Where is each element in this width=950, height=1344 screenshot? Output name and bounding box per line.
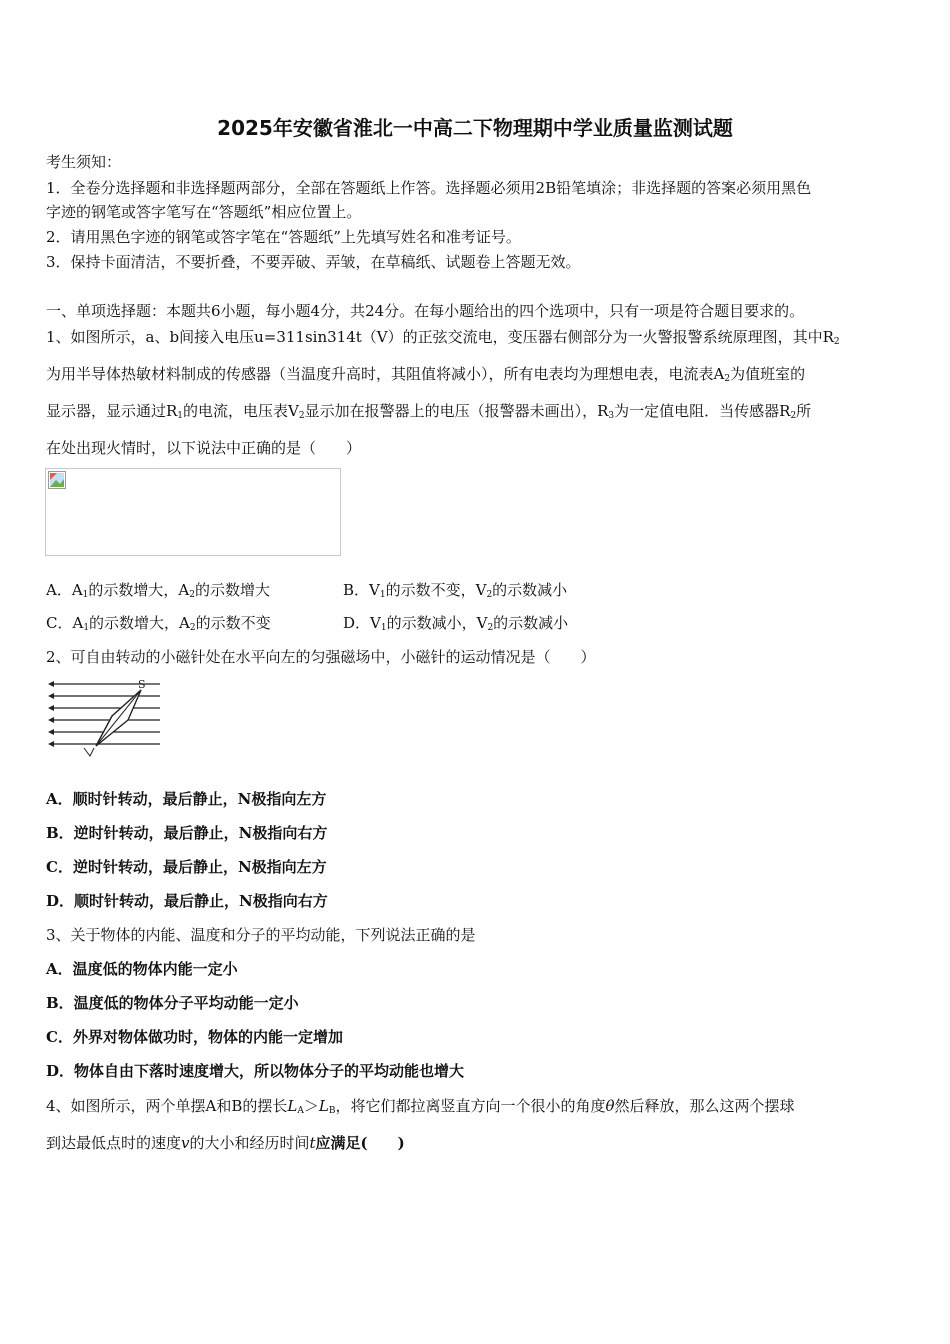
- q2-option-b: B．逆时针转动，最后静止，N极指向右方: [46, 824, 328, 842]
- notice-item-1b: 字迹的钢笔或答字笔写在“答题纸”相应位置上。: [46, 203, 362, 221]
- option-text: A．A: [46, 581, 83, 599]
- needle-n-mark: [84, 748, 94, 756]
- broken-image-icon: [48, 471, 66, 489]
- q1-text: 显示器，显示通过R: [46, 402, 178, 420]
- q3-option-a: A．温度低的物体内能一定小: [46, 960, 238, 978]
- option-text: D．V: [343, 614, 381, 632]
- subscript: 1: [83, 623, 90, 633]
- subscript: A: [297, 1106, 304, 1116]
- q3-option-b: B．温度低的物体分子平均动能一定小: [46, 994, 299, 1012]
- subscript: 2: [724, 374, 731, 384]
- q1-option-a: [46, 580, 270, 605]
- option-text: 的示数减小: [493, 614, 569, 632]
- option-text: 的示数减小，V: [386, 614, 488, 632]
- notice-item-2: 2．请用黑色字迹的钢笔或答字笔在“答题纸”上先填写姓名和准考证号。: [46, 228, 521, 246]
- q3-stem: 3、关于物体的内能、温度和分子的平均动能，下列说法正确的是: [46, 926, 476, 944]
- subscript: 3: [608, 411, 615, 421]
- q4-text: ，将它们都拉离竖直方向一个很小的角度: [335, 1097, 606, 1115]
- q2-stem: 2、可自由转动的小磁针处在水平向左的匀强磁场中，小磁针的运动情况是（ ）: [46, 648, 596, 666]
- q3-option-c: C．外界对物体做功时，物体的内能一定增加: [46, 1028, 343, 1046]
- q4-line-2: [46, 1133, 405, 1153]
- section-heading: 一、单项选择题：本题共6小题，每小题4分，共24分。在每小题给出的四个选项中，只有一项是符合题目要求的。: [46, 302, 805, 320]
- option-text: 的示数增大: [194, 581, 270, 599]
- option-text: B．V: [343, 581, 380, 599]
- subscript: 2: [189, 623, 196, 633]
- subscript: 2: [790, 411, 797, 421]
- q2-option-d: D．顺时针转动，最后静止，N极指向右方: [46, 892, 328, 910]
- q1-text: 显示加在报警器上的电压（报警器未画出），R: [304, 402, 609, 420]
- q1-text: 为一定值电阻．当传感器R: [614, 402, 791, 420]
- variable: v: [181, 1134, 190, 1152]
- option-text: 的示数不变，V: [385, 581, 487, 599]
- q1-text: 所: [796, 402, 812, 420]
- q1-option-b: [343, 580, 567, 605]
- subscript: B: [328, 1106, 336, 1116]
- q1-text: 为用半导体热敏材料制成的传感器（当温度升高时，其阻值将减小），所有电表均为理想电表，电流表A: [46, 365, 725, 383]
- field-arrowheads: [48, 681, 54, 747]
- subscript: 2: [486, 590, 493, 600]
- subscript: 1: [379, 590, 386, 600]
- q1-option-d: [343, 613, 568, 638]
- needle-s-label: S: [138, 678, 146, 691]
- variable: L: [318, 1097, 329, 1115]
- q1-text: 的电流，电压表V: [183, 402, 299, 420]
- q1-text: 为值班室的: [730, 365, 806, 383]
- q1-text: 1、如图所示，a、b间接入电压u=311sin314t（V）的正弦交流电，变压器右侧部分为一火警报警系统原理图，其中R: [46, 328, 834, 346]
- variable: θ: [605, 1097, 615, 1115]
- variable: L: [287, 1097, 298, 1115]
- option-text: 的示数增大，A: [89, 614, 190, 632]
- variable: t: [309, 1134, 316, 1152]
- q1-line-4: 在处出现火情时，以下说法中正确的是（ ）: [46, 439, 362, 457]
- subscript: 2: [298, 411, 305, 421]
- option-text: C．A: [46, 614, 84, 632]
- q4-text: 4、如图所示，两个单摆A和B的摆长: [46, 1097, 288, 1115]
- notice-heading: 考生须知：: [46, 153, 122, 171]
- q4-text: 应满足( ): [315, 1134, 405, 1152]
- q1-line-3: [46, 401, 811, 426]
- option-text: 的示数减小: [492, 581, 568, 599]
- q4-text: ＞: [303, 1097, 319, 1115]
- option-text: 的示数增大，A: [88, 581, 190, 599]
- q1-option-c: [46, 613, 271, 638]
- q4-text: 的大小和经历时间: [189, 1134, 310, 1152]
- subscript: 2: [189, 590, 195, 600]
- notice-item-1a: 1．全卷分选择题和非选择题两部分，全部在答题纸上作答。选择题必须用2B铅笔填涂；非选择题的答案必须用黑色: [46, 179, 812, 197]
- subscript: 1: [380, 623, 387, 633]
- q2-option-a: A．顺时针转动，最后静止，N极指向左方: [46, 790, 327, 808]
- subscript: 1: [82, 590, 89, 600]
- q4-text: 到达最低点时的速度: [46, 1134, 182, 1152]
- subscript: 2: [833, 337, 840, 347]
- q2-magnet-figure: [44, 676, 166, 758]
- q3-option-d: D．物体自由下落时速度增大，所以物体分子的平均动能也增大: [46, 1062, 465, 1080]
- subscript: 1: [177, 411, 184, 421]
- page-title: 2025年安徽省淮北一中高二下物理期中学业质量监测试题: [217, 116, 733, 140]
- q1-line-1: [46, 327, 840, 352]
- q4-text: 然后释放，那么这两个摆球: [614, 1097, 795, 1115]
- subscript: 2: [487, 623, 494, 633]
- needle-axis: [96, 690, 141, 746]
- q4-line-1: [46, 1096, 795, 1121]
- q1-line-2: [46, 364, 805, 389]
- q2-option-c: C．逆时针转动，最后静止，N极指向左方: [46, 858, 327, 876]
- notice-item-3: 3．保持卡面清洁，不要折叠，不要弄破、弄皱，在草稿纸、试题卷上答题无效。: [46, 253, 581, 271]
- q1-circuit-figure-placeholder: [45, 468, 341, 556]
- option-text: 的示数不变: [195, 614, 271, 632]
